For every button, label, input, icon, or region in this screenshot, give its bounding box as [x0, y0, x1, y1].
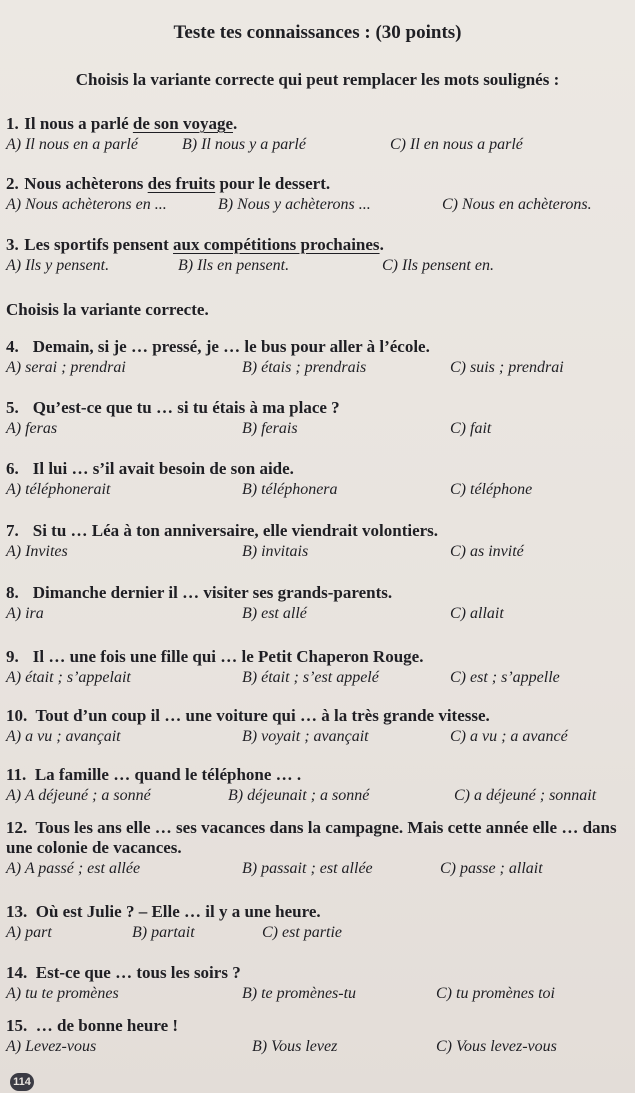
option-a[interactable]: A) A déjeuné ; a sonné — [6, 787, 151, 804]
question-stem: 6. Il lui … s’il avait besoin de son aide. — [6, 459, 294, 478]
option-b[interactable]: B) téléphonera — [242, 481, 338, 498]
question-4 — [6, 337, 633, 381]
option-b[interactable]: B) déjeunait ; a sonné — [228, 787, 370, 804]
option-c[interactable]: C) as invité — [450, 543, 524, 560]
question-stem: 10. Tout d’un coup il … une voiture qui … à la très grande vitesse. — [6, 706, 490, 725]
question-stem: 3. Les sportifs pensent aux compétitions prochaines. — [6, 235, 384, 254]
option-a[interactable]: A) ira — [6, 605, 44, 622]
option-c[interactable]: C) Ils pensent en. — [382, 257, 494, 274]
underlined-words: des fruits — [147, 174, 216, 193]
option-b[interactable]: B) Il nous y a parlé — [182, 136, 306, 153]
question-stem: 14. Est-ce que … tous les soirs ? — [6, 963, 241, 982]
option-c[interactable]: C) fait — [450, 420, 492, 437]
option-a[interactable]: A) Levez-vous — [6, 1038, 97, 1055]
question-stem: 15. … de bonne heure ! — [6, 1016, 179, 1035]
question-stem: 5. Qu’est-ce que tu … si tu étais à ma place ? — [6, 398, 340, 417]
option-c[interactable]: C) est ; s’appelle — [450, 669, 560, 686]
question-7 — [6, 521, 633, 565]
question-10 — [6, 706, 633, 750]
question-14 — [6, 963, 633, 1007]
option-b[interactable]: B) est allé — [242, 605, 307, 622]
option-c[interactable]: C) a vu ; a avancé — [450, 728, 568, 745]
page-title: Teste tes connaissances : (30 points) — [173, 22, 462, 43]
option-c[interactable]: C) Vous levez-vous — [436, 1038, 557, 1055]
option-c[interactable]: C) téléphone — [450, 481, 533, 498]
page-number-badge: 114 — [10, 1073, 34, 1091]
option-b[interactable]: B) ferais — [242, 420, 298, 437]
question-stem: 1. Il nous a parlé de son voyage. — [6, 114, 238, 133]
option-a[interactable]: A) part — [6, 924, 52, 941]
option-b[interactable]: B) passait ; est allée — [242, 860, 373, 877]
question-15 — [6, 1016, 633, 1060]
option-c[interactable]: C) allait — [450, 605, 504, 622]
option-c[interactable]: C) Nous en achèterons. — [442, 196, 592, 213]
option-b[interactable]: B) invitais — [242, 543, 309, 560]
option-a[interactable]: A) feras — [6, 420, 58, 437]
question-13 — [6, 902, 633, 946]
option-a[interactable]: A) Invites — [6, 543, 68, 560]
option-b[interactable]: B) voyait ; avançait — [242, 728, 369, 745]
question-stem: 9. Il … une fois une fille qui … le Petit Chaperon Rouge. — [6, 647, 424, 666]
option-a[interactable]: A) téléphonerait — [6, 481, 111, 498]
option-c[interactable]: C) tu promènes toi — [436, 985, 555, 1002]
option-c[interactable]: C) a déjeuné ; sonnait — [454, 787, 597, 804]
option-a[interactable]: A) Il nous en a parlé — [6, 136, 138, 153]
option-b[interactable]: B) Ils en pensent. — [178, 257, 290, 274]
option-b[interactable]: B) Nous y achèterons ... — [218, 196, 371, 213]
question-6 — [6, 459, 633, 503]
underlined-words: aux compétitions prochaines — [173, 235, 380, 254]
option-a[interactable]: A) Ils y pensent. — [6, 257, 110, 274]
option-c[interactable]: C) Il en nous a parlé — [390, 136, 523, 153]
option-a[interactable]: A) A passé ; est allée — [6, 860, 141, 877]
question-stem: 4. Demain, si je … pressé, je … le bus pour aller à l’école. — [6, 337, 430, 356]
question-8 — [6, 583, 633, 627]
option-c[interactable]: C) passe ; allait — [440, 860, 543, 877]
option-a[interactable]: A) était ; s’appelait — [6, 669, 131, 686]
question-1 — [6, 114, 633, 158]
option-a[interactable]: A) serai ; prendrai — [6, 359, 126, 376]
option-c[interactable]: C) est partie — [262, 924, 342, 941]
question-stem: 13. Où est Julie ? – Elle … il y a une heure. — [6, 902, 321, 921]
question-12 — [6, 818, 633, 882]
question-stem: 12. Tous les ans elle … ses vacances dans la campagne. Mais cette année elle … dans une colonie de vacances. — [6, 818, 617, 857]
question-stem: 7. Si tu … Léa à ton anniversaire, elle viendrait volontiers. — [6, 521, 439, 540]
question-stem: 8. Dimanche dernier il … visiter ses grands-parents. — [6, 583, 393, 602]
option-b[interactable]: B) partait — [132, 924, 195, 941]
option-b[interactable]: B) était ; s’est appelé — [242, 669, 379, 686]
question-3 — [6, 235, 633, 279]
option-b[interactable]: B) Vous levez — [252, 1038, 338, 1055]
option-c[interactable]: C) suis ; prendrai — [450, 359, 564, 376]
instruction-choose: Choisis la variante correcte. — [6, 300, 209, 319]
option-a[interactable]: A) tu te promènes — [6, 985, 119, 1002]
option-b[interactable]: B) te promènes-tu — [242, 985, 357, 1002]
option-a[interactable]: A) Nous achèterons en ... — [6, 196, 167, 213]
option-b[interactable]: B) étais ; prendrais — [242, 359, 367, 376]
question-9 — [6, 647, 633, 691]
underlined-words: de son voyage — [132, 114, 234, 133]
question-stem: 2. Nous achèterons des fruits pour le dessert. — [6, 174, 331, 193]
question-11 — [6, 765, 633, 809]
instruction-replace: Choisis la variante correcte qui peut remplacer les mots soulignés : — [75, 70, 560, 89]
question-5 — [6, 398, 633, 442]
question-stem: 11. La famille … quand le téléphone … . — [6, 765, 302, 784]
option-a[interactable]: A) a vu ; avançait — [6, 728, 121, 745]
question-2 — [6, 174, 633, 218]
